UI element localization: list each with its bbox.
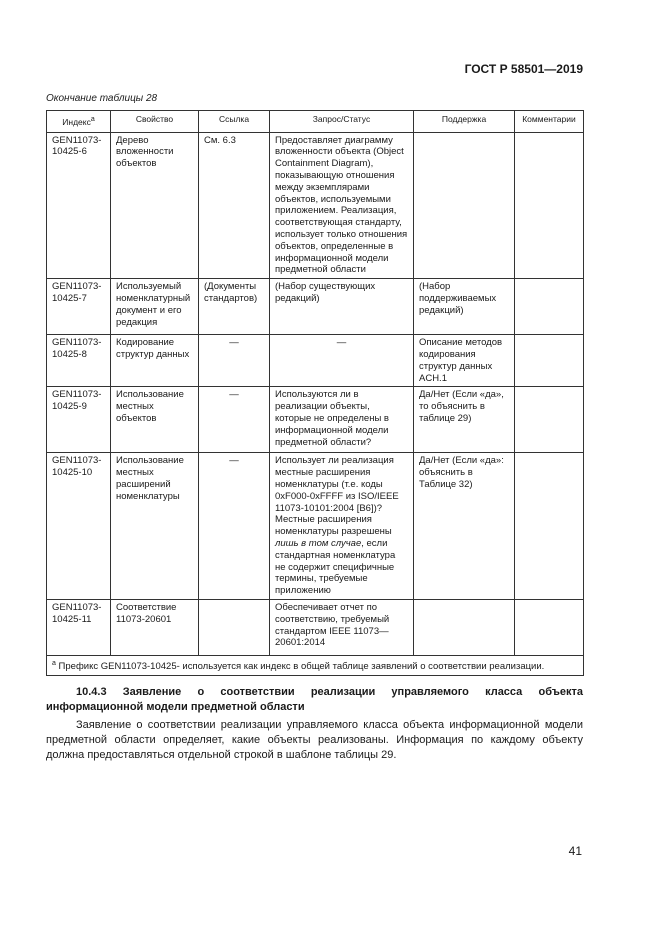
cell-reference: — [199, 453, 270, 600]
table-row [47, 599, 584, 655]
cell-index: GEN11073-10425-10 [47, 453, 111, 600]
cell-query: — [270, 335, 414, 387]
cell-property: Использование местных расширений номенклатуры [111, 453, 199, 600]
cell-index: GEN11073-10425-11 [47, 599, 111, 655]
table-row [47, 279, 584, 335]
conformance-table [46, 110, 584, 676]
cell-property: Соответствие 11073-20601 [111, 599, 199, 655]
cell-query: Предоставляет диаграмму вложенности объекта (Object Containment Diagram), показывающую отношения между экземплярами объектов, используемыми приложением. Реализация, соответствующая стандарту, использует только отношения объектов, определенные в информационной модели предметной области [270, 132, 414, 279]
cell-comments [515, 335, 584, 387]
cell-reference: (Документы стандартов) [199, 279, 270, 335]
col-header-comments: Комментарии [515, 111, 584, 133]
col-header-query: Запрос/Статус [270, 111, 414, 133]
section-title: 10.4.3 Заявление о соответствии реализации управляемого класса объекта информационной модели предметной области [46, 686, 583, 713]
cell-reference: См. 6.3 [199, 132, 270, 279]
cell-comments [515, 453, 584, 600]
cell-support [414, 132, 515, 279]
cell-comments [515, 279, 584, 335]
table-header-row [47, 111, 584, 133]
table-caption: Окончание таблицы 28 [46, 93, 158, 104]
cell-comments [515, 132, 584, 279]
cell-support: Описание методов кодирования структур данных ACH.1 [414, 335, 515, 387]
table-row [47, 132, 584, 279]
table-footnote: $^а$ Префикс GEN11073-10425- используется как индекс в общей таблице заявлений о соответствии реализации. [47, 655, 584, 675]
cell-index: GEN11073-10425-8 [47, 335, 111, 387]
cell-query: Используются ли в реализации объекты, которые не определены в информационной модели предметной области? [270, 387, 414, 453]
cell-support [414, 599, 515, 655]
cell-index: GEN11073-10425-7 [47, 279, 111, 335]
table-row [47, 453, 584, 600]
cell-reference: — [199, 335, 270, 387]
col-header-property: Свойство [111, 111, 199, 133]
cell-comments [515, 599, 584, 655]
cell-property: Используемый номенклатурный документ и его редакция [111, 279, 199, 335]
standard-header: ГОСТ Р 58501—2019 [464, 62, 583, 76]
table-footnote-row [47, 655, 584, 675]
page-number: 41 [568, 844, 582, 858]
cell-support: Да/Нет (Если «да»: объяснить в Таблице 32) [414, 453, 515, 600]
section-paragraph: Заявление о соответствии реализации управляемого класса объекта информационной модели предметной области определяет, какие объекты реализованы. Информация по каждому объекту должна предоставляться отдельной строкой в шаблоне таблицы 29. [46, 719, 583, 761]
table-row [47, 335, 584, 387]
col-header-index: Индекс$^а$ [47, 111, 111, 133]
cell-support: Да/Нет (Если «да», то объяснить в таблице 29) [414, 387, 515, 453]
cell-reference: — [199, 387, 270, 453]
cell-reference [199, 599, 270, 655]
cell-index: GEN11073-10425-6 [47, 132, 111, 279]
cell-index: GEN11073-10425-9 [47, 387, 111, 453]
cell-property: Использование местных объектов [111, 387, 199, 453]
cell-query: Обеспечивает отчет по соответствию, требуемый стандартом IEEE 11073—20601:2014 [270, 599, 414, 655]
cell-query: Использует ли реализация местные расширения номенклатуры (т.е. коды 0xF000-0xFFFF из ISO/IEEE 11073-10101:2004 [B6])? Местные расширения номенклатуры разрешены лишь в том случае, если стандартная номенклатура не содержит специфичные термины, требуемые приложению [270, 453, 414, 600]
emphasis-text: лишь в том случае [275, 537, 362, 549]
cell-property: Кодирование структур данных [111, 335, 199, 387]
cell-comments [515, 387, 584, 453]
table-row [47, 387, 584, 453]
cell-support: (Набор поддерживаемых редакций) [414, 279, 515, 335]
cell-property: Дерево вложенности объектов [111, 132, 199, 279]
col-header-reference: Ссылка [199, 111, 270, 133]
col-header-support: Поддержка [414, 111, 515, 133]
cell-query: (Набор существующих редакций) [270, 279, 414, 335]
section-10-4-3 [46, 685, 583, 763]
